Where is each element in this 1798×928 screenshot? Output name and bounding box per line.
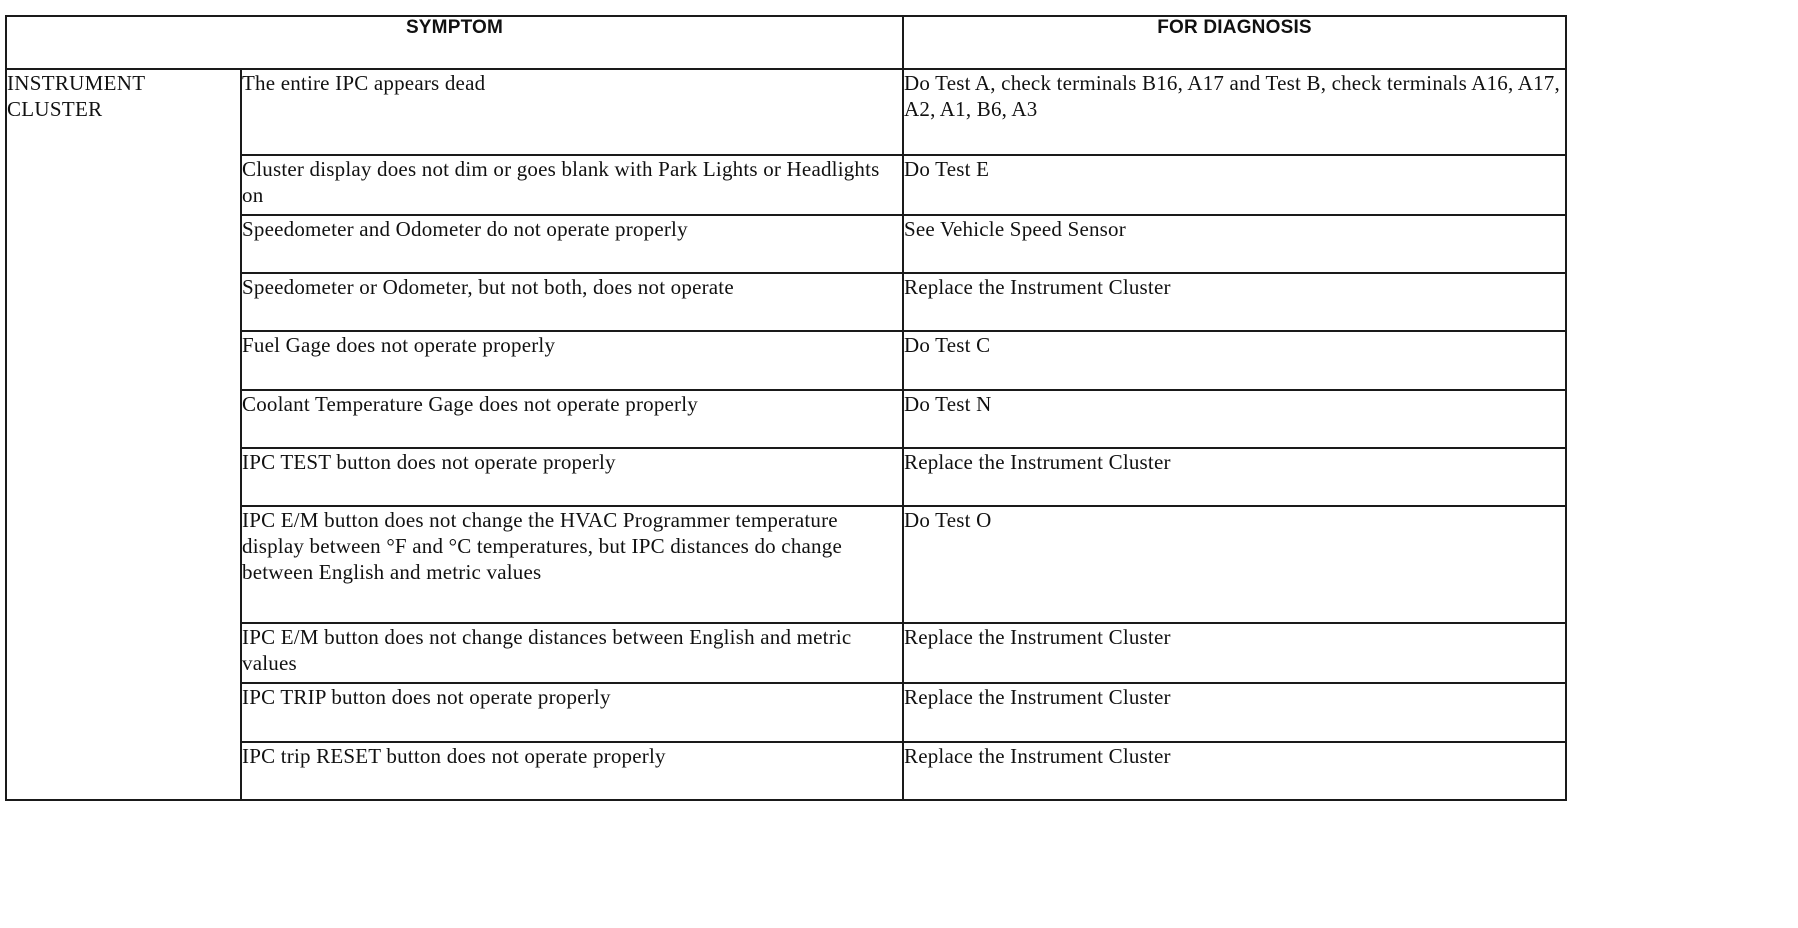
table-row: [6, 69, 1566, 155]
header-row: [6, 16, 1566, 69]
symptom-diagnosis-table: [5, 15, 1567, 801]
symptom-cell: The entire IPC appears dead: [241, 69, 903, 155]
symptom-cell: Fuel Gage does not operate properly: [241, 331, 903, 389]
diagnosis-cell: Do Test O: [903, 506, 1566, 623]
category-label-line2: CLUSTER: [7, 96, 103, 121]
diagnosis-cell: Replace the Instrument Cluster: [903, 273, 1566, 331]
diagnosis-cell: Do Test E: [903, 155, 1566, 214]
symptom-cell: IPC TRIP button does not operate properly: [241, 683, 903, 741]
diagnosis-document: [5, 15, 1565, 801]
symptom-cell: Coolant Temperature Gage does not operate properly: [241, 390, 903, 448]
category-cell: [6, 69, 241, 800]
symptom-cell: Speedometer or Odometer, but not both, does not operate: [241, 273, 903, 331]
diagnosis-header: FOR DIAGNOSIS: [903, 16, 1566, 69]
diagnosis-cell: Do Test C: [903, 331, 1566, 389]
category-label-line1: INSTRUMENT: [7, 70, 146, 95]
diagnosis-cell: See Vehicle Speed Sensor: [903, 215, 1566, 273]
symptom-cell: IPC TEST button does not operate properly: [241, 448, 903, 506]
symptom-header: SYMPTOM: [6, 16, 903, 69]
diagnosis-cell: Do Test A, check terminals B16, A17 and Test B, check terminals A16, A17, A2, A1, B6, A3: [903, 69, 1566, 155]
symptom-cell: IPC E/M button does not change the HVAC Programmer temperature display between °F and °C temperatures, but IPC distances do change between English and metric values: [241, 506, 903, 623]
symptom-cell: IPC trip RESET button does not operate properly: [241, 742, 903, 800]
diagnosis-cell: Replace the Instrument Cluster: [903, 623, 1566, 683]
symptom-cell: Speedometer and Odometer do not operate properly: [241, 215, 903, 273]
diagnosis-cell: Replace the Instrument Cluster: [903, 742, 1566, 800]
diagnosis-cell: Replace the Instrument Cluster: [903, 448, 1566, 506]
symptom-cell: Cluster display does not dim or goes blank with Park Lights or Headlights on: [241, 155, 903, 214]
symptom-cell: IPC E/M button does not change distances between English and metric values: [241, 623, 903, 683]
diagnosis-cell: Replace the Instrument Cluster: [903, 683, 1566, 741]
diagnosis-cell: Do Test N: [903, 390, 1566, 448]
